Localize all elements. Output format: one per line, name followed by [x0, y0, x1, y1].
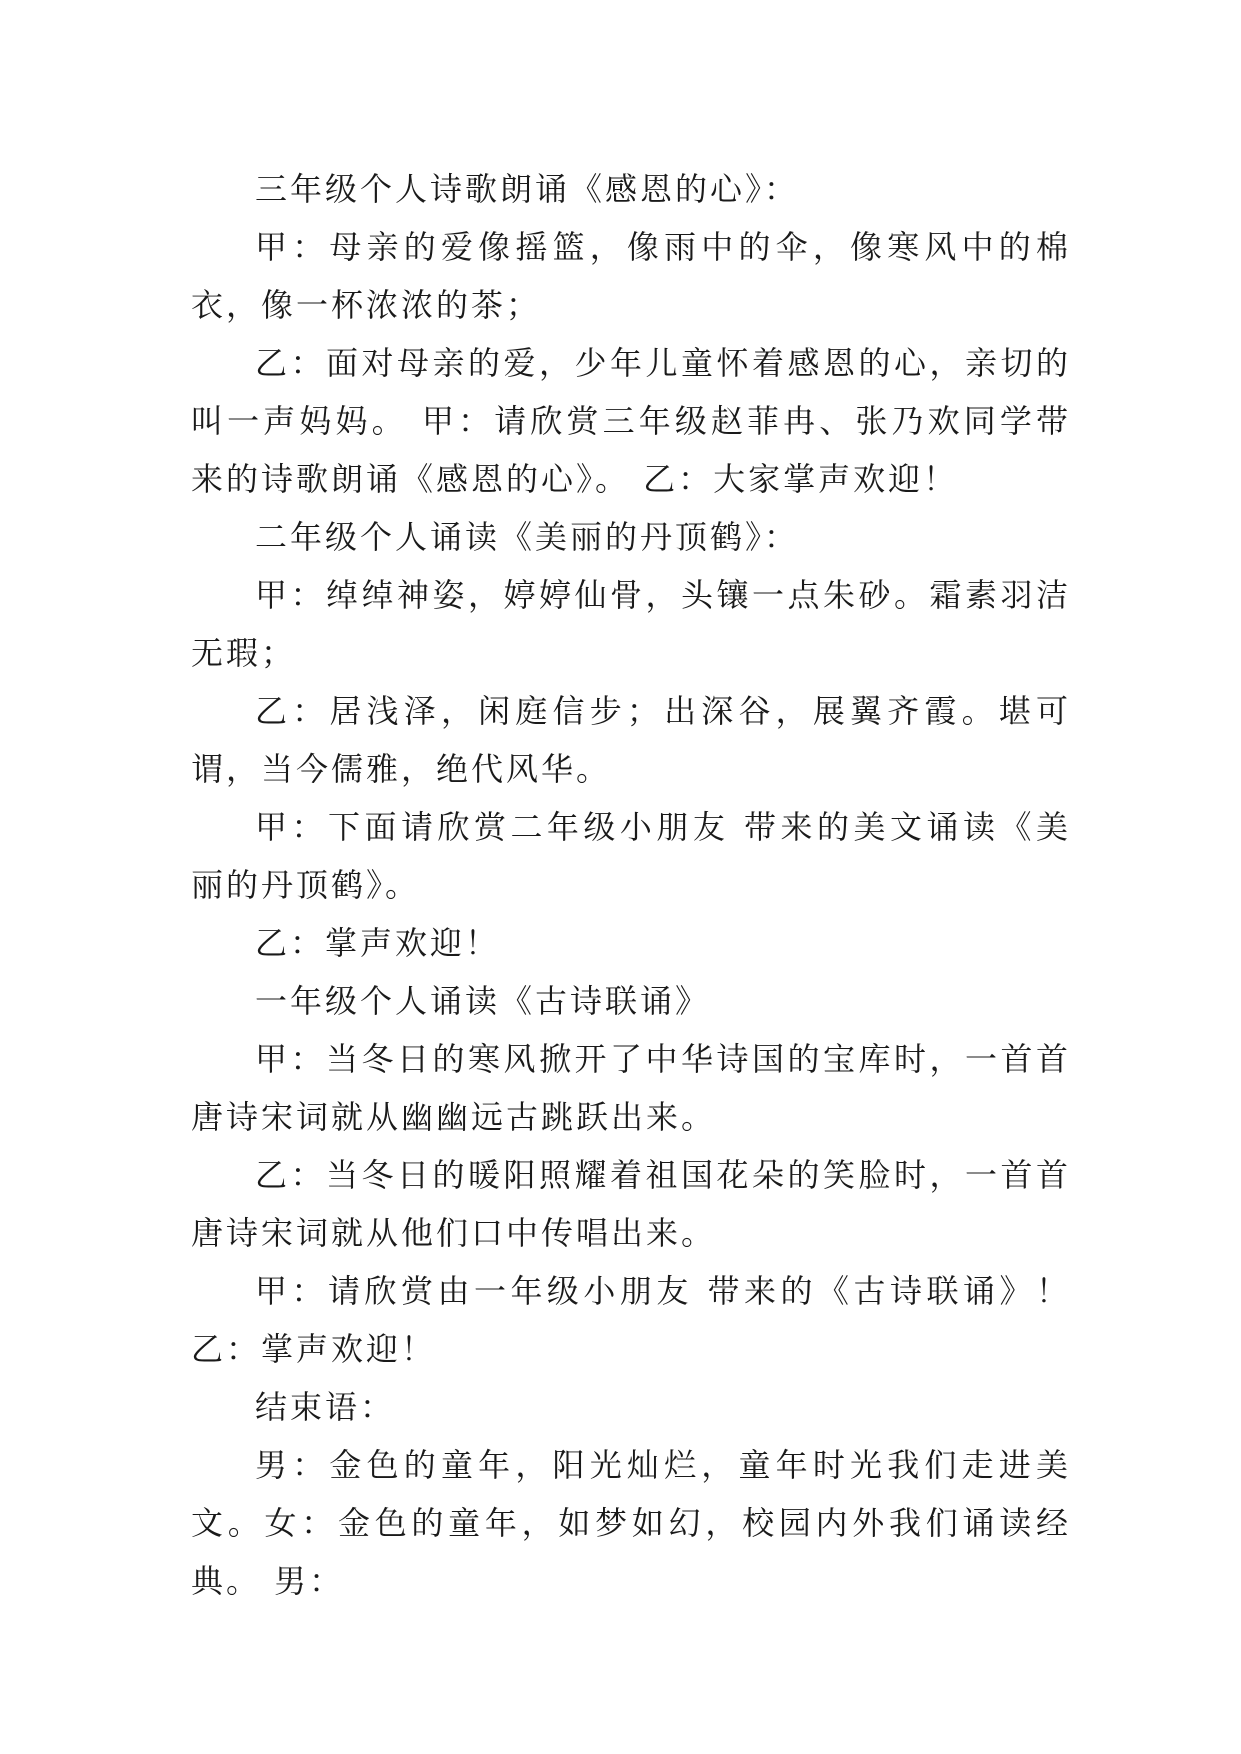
- paragraph-closing-heading: 结束语：: [255, 1388, 396, 1426]
- paragraph-closing-dialogue: 男：金色的童年，阳光灿烂，童年时光我们走进美文。女：金色的童年，如梦如幻，校园内外我们诵读经典。 男：: [191, 1446, 1071, 1600]
- document-page: [191, 160, 1071, 1610]
- paragraph-yi-crane: 乙：居浅泽，闲庭信步；出深谷，展翼齐霞。堪可谓，当今儒雅，绝代风华。: [191, 692, 1071, 788]
- paragraph-reading-intro-grade1: 一年级个人诵读《古诗联诵》: [255, 982, 711, 1020]
- paragraph-yi-gratitude: 乙：面对母亲的爱，少年儿童怀着感恩的心，亲切的叫一声妈妈。 甲：请欣赏三年级赵菲冉、张乃欢同学带来的诗歌朗诵《感恩的心》。 乙：大家掌声欢迎！: [191, 344, 1071, 498]
- paragraph-yi-winter-sun: 乙：当冬日的暖阳照耀着祖国花朵的笑脸时，一首首唐诗宋词就从他们口中传唱出来。: [191, 1156, 1071, 1252]
- paragraph-jia-invite-grade1: 甲：请欣赏由一年级小朋友 带来的《古诗联诵》！ 乙：掌声欢迎！: [191, 1272, 1071, 1368]
- paragraph-jia-winter-wind: 甲：当冬日的寒风掀开了中华诗国的宝库时，一首首唐诗宋词就从幽幽远古跳跃出来。: [191, 1040, 1071, 1136]
- paragraph-yi-applause: 乙：掌声欢迎！: [255, 924, 501, 962]
- paragraph-jia-mother-love: 甲：母亲的爱像摇篮，像雨中的伞，像寒风中的棉衣，像一杯浓浓的茶；: [191, 228, 1071, 324]
- paragraph-jia-crane: 甲：绰绰神姿，婷婷仙骨，头镶一点朱砂。霜素羽洁无瑕；: [191, 576, 1071, 672]
- paragraph-poem-intro-grade3: 三年级个人诗歌朗诵《感恩的心》：: [255, 170, 800, 208]
- paragraph-reading-intro-grade2: 二年级个人诵读《美丽的丹顶鹤》：: [255, 518, 800, 556]
- paragraph-jia-invite-grade2: 甲：下面请欣赏二年级小朋友 带来的美文诵读《美丽的丹顶鹤》。: [191, 808, 1071, 904]
